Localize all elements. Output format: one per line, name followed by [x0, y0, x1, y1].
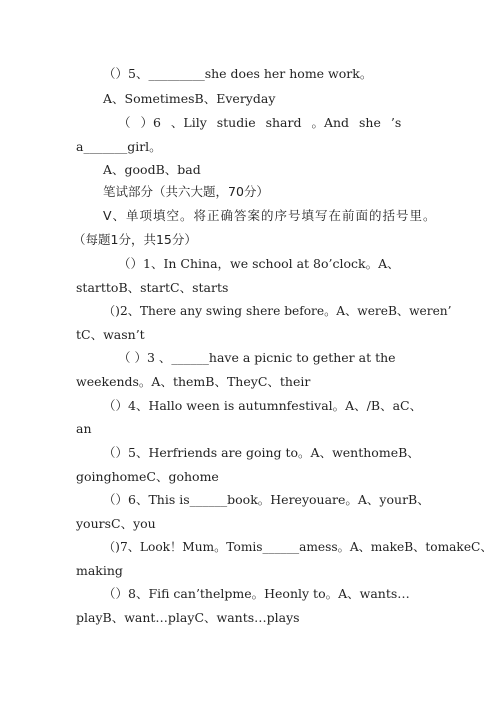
question-6-options: A、goodB、bad — [103, 162, 201, 177]
section-v-scoring: （每题1分，共15分） — [73, 232, 197, 247]
q6-line-1: （）6、This is______book。Hereyouare。A、yourB、 — [103, 492, 430, 507]
q3-line-1: （ ）3 、______have a picnic to gether at the — [118, 350, 396, 365]
q2-line-1: （)2、There any swing shere before。A、wereB、weren’ — [103, 304, 452, 318]
q5-line-1: （）5、Herfriends are going to。A、wenthomeB、 — [103, 445, 420, 460]
question-6-prompt: （ ）6 、Lily studie shard 。And she ’s — [118, 115, 402, 130]
q7-line-2: making — [76, 563, 123, 578]
q2-line-2: tC、wasn’t — [76, 327, 145, 342]
question-6-blank-line: a_______girl。 — [76, 139, 162, 154]
section-v-heading: Ⅴ、单项填空。将正确答案的序号填写在前面的括号里。 — [103, 208, 437, 223]
q7-line-1: （)7、Look！Mum。Tomis______amess。A、makeB、tomakeC、 — [103, 540, 493, 554]
q8-line-1: （）8、Fifi can’thelpme。Heonly to。A、wants… — [103, 586, 410, 601]
q4-line-2: an — [76, 421, 92, 436]
section-title-written: 笔试部分（共六大题，70分） — [103, 184, 269, 199]
q3-line-2: weekends。A、themB、TheyC、their — [76, 374, 311, 389]
q5-line-2: goinghomeC、gohome — [76, 469, 219, 484]
q1-line-1: （）1、In China，we school at 8o’clock。A、 — [118, 256, 400, 271]
q4-line-1: （）4、Hallo ween is autumnfestival。A、/B、aC、 — [103, 398, 423, 413]
question-5-options: A、SometimesB、Everyday — [103, 91, 276, 106]
q6-line-2: yoursC、you — [76, 516, 156, 531]
question-5-prompt: （）5、_________she does her home work。 — [103, 66, 373, 81]
q8-line-2: playB、want…playC、wants…plays — [76, 610, 300, 625]
q1-line-2: starttoB、startC、starts — [76, 280, 229, 295]
